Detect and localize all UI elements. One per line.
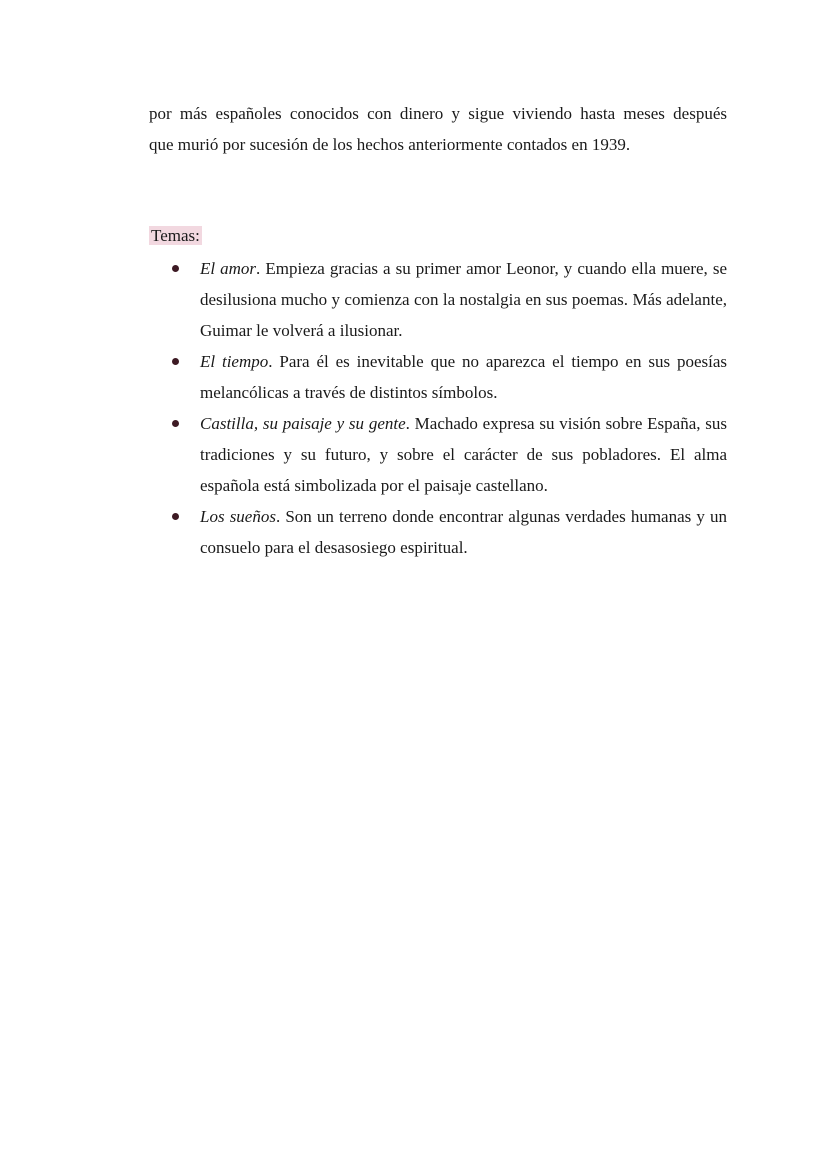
topic-text: . Son un terreno donde encontrar algunas verdades humanas y un consuelo para el desasosiego espiritual. (200, 507, 727, 557)
topic-title: Castilla, su paisaje y su gente (200, 414, 406, 433)
list-item-el-amor (170, 253, 727, 346)
topic-text: . Empieza gracias a su primer amor Leonor, y cuando ella muere, se desilusiona mucho y comienza con la nostalgia en sus poemas. Más adelante, Guimar le volverá a ilusionar. (200, 259, 727, 340)
bullet-icon (172, 513, 179, 520)
list-item-los-suenos (170, 501, 727, 563)
intro-line-2: que murió por sucesión de los hechos anteriormente contados en 1939. (149, 135, 631, 154)
temas-heading-text: Temas: (151, 226, 200, 245)
topic-text: . Para él es inevitable que no aparezca el tiempo en sus poesías melancólicas a través de distintos símbolos. (200, 352, 727, 402)
topic-title: El amor (200, 259, 257, 278)
temas-heading (149, 224, 202, 248)
temas-list (170, 253, 727, 563)
topic-text: . Machado expresa su visión sobre España, sus tradiciones y su futuro, y sobre el carácter de sus pobladores. El alma española está simbolizada por el paisaje castellano. (200, 414, 727, 495)
bullet-icon (172, 358, 179, 365)
intro-paragraph (149, 98, 727, 160)
intro-line-1: por más españoles conocidos con dinero y sigue viviendo hasta meses después (149, 104, 727, 123)
list-item-el-tiempo (170, 346, 727, 408)
list-item-castilla (170, 408, 727, 501)
topic-title: El tiempo (200, 352, 269, 371)
bullet-icon (172, 265, 179, 272)
topic-title: Los sueños (200, 507, 276, 526)
bullet-icon (172, 420, 179, 427)
